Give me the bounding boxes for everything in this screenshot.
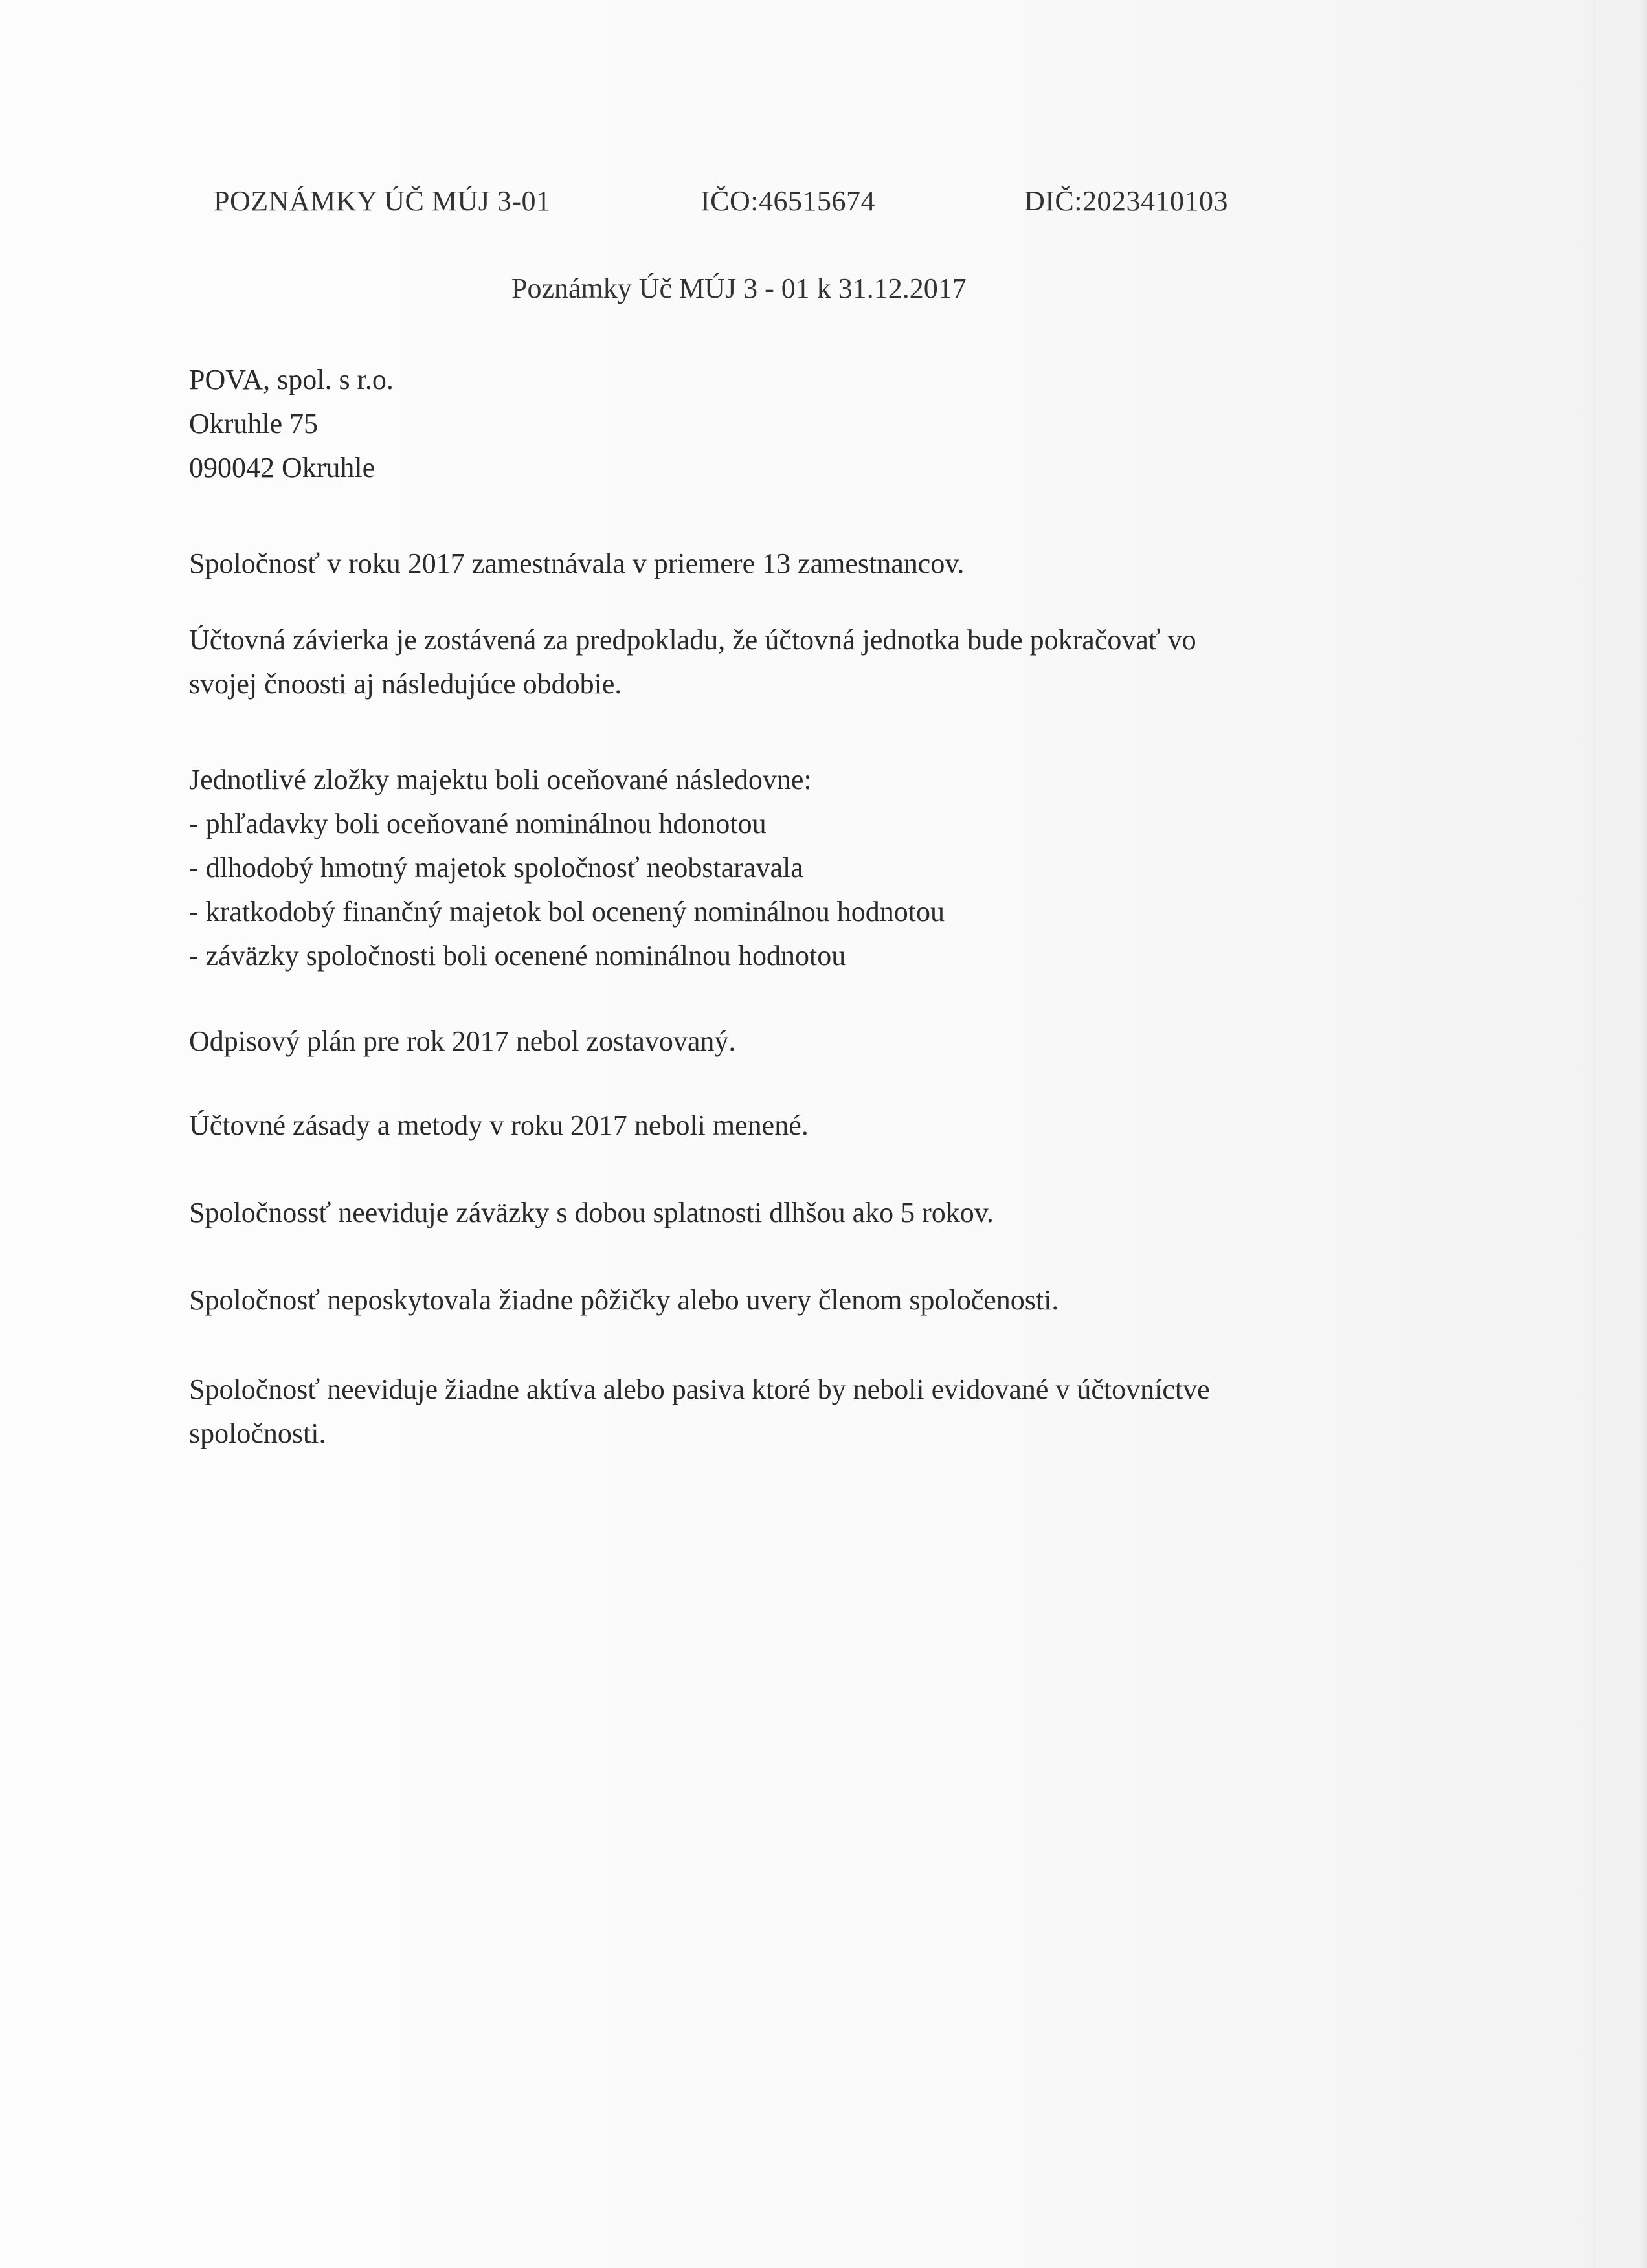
- company-city: 090042 Okruhle: [189, 452, 375, 484]
- paragraph-principles: [189, 1104, 1393, 1148]
- valuation-item: - kratkodobý finančný majetok bol ocenený nominálnou hodnotou: [189, 896, 945, 928]
- scan-line: [1594, 0, 1595, 2268]
- scan-edge: [1638, 0, 1647, 2268]
- company-street: Okruhle 75: [189, 408, 319, 439]
- valuation-item: - záväzky spoločnosti boli ocenené nominálnou hodnotou: [189, 940, 846, 972]
- valuation-item: - phľadavky boli oceňované nominálnou hdonotou: [189, 808, 767, 839]
- header-title: POZNÁMKY ÚČ MÚJ 3-01: [214, 185, 551, 217]
- paragraph-depreciation: [189, 1019, 1393, 1063]
- valuation-intro: Jednotlivé zložky majektu boli oceňované následovne:: [189, 764, 812, 795]
- paragraph-text: Spoločnossť neeviduje záväzky s dobou splatnosti dlhšou ako 5 rokov.: [189, 1197, 994, 1228]
- paragraph-liabilities: [189, 1191, 1393, 1235]
- paragraph-loans: [189, 1278, 1393, 1322]
- valuation-item: - dlhodobý hmotný majetok spoločnosť neobstaravala: [189, 852, 803, 884]
- paragraph-line: Účtovná závierka je zostávená za predpokladu, že účtovná jednotka bude pokračovať vo: [189, 624, 1196, 656]
- document-header: [214, 184, 1288, 223]
- paragraph-going-concern: [189, 618, 1393, 706]
- paragraph-line: Spoločnosť neeviduje žiadne aktíva alebo pasiva ktoré by neboli evidované v účtovníctve: [189, 1373, 1210, 1405]
- paragraph-line: svojej čnoosti aj následujúce obdobie.: [189, 668, 622, 700]
- company-address: [189, 358, 1393, 490]
- paragraph-text: Spoločnosť neposkytovala žiadne pôžičky alebo uvery členom spoločenosti.: [189, 1284, 1059, 1316]
- header-ico: IČO:46515674: [700, 185, 875, 217]
- paragraph-assets: [189, 1368, 1393, 1456]
- document-subtitle: Poznámky Úč MÚJ 3 - 01 k 31.12.2017: [511, 272, 967, 304]
- header-dic: DIČ:2023410103: [1024, 185, 1228, 217]
- paragraph-text: Účtovné zásady a metody v roku 2017 neboli menené.: [189, 1109, 809, 1141]
- paragraph-text: Odpisový plán pre rok 2017 nebol zostavovaný.: [189, 1025, 736, 1057]
- company-name: POVA, spol. s r.o.: [189, 364, 394, 395]
- paragraph-line: spoločnosti.: [189, 1418, 326, 1449]
- paragraph-valuation: [189, 758, 1393, 978]
- paragraph-text: Spoločnosť v roku 2017 zamestnávala v priemere 13 zamestnancov.: [189, 548, 965, 579]
- paragraph-employees: [189, 542, 1393, 586]
